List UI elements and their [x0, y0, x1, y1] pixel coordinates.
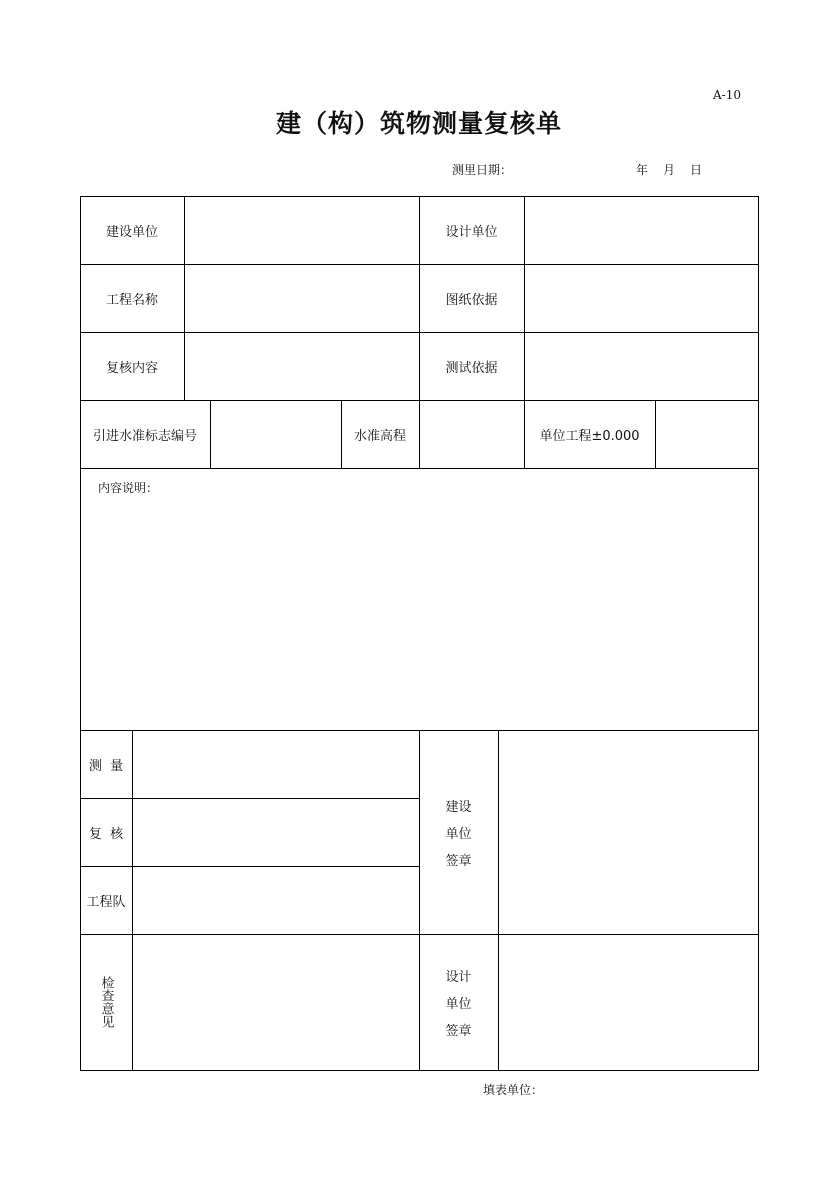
level-elevation-label: 水准高程	[353, 428, 406, 444]
engineering-team-label: 工程队	[86, 894, 126, 910]
owner-seal-label	[419, 730, 498, 934]
description-field[interactable]	[81, 500, 758, 729]
project-name-field[interactable]	[185, 265, 419, 332]
benchmark-number-field[interactable]	[211, 401, 341, 468]
owner-seal-line-2: 单位	[445, 826, 472, 842]
drawing-basis-label: 图纸依据	[445, 292, 498, 308]
owner-seal-line-1: 建设	[445, 799, 472, 815]
unit-zero-elevation-label: 单位工程±0.000	[539, 428, 640, 444]
page-title: 建（构）筑物测量复核单	[275, 109, 562, 138]
level-elevation-field[interactable]	[420, 401, 524, 468]
review-content-field[interactable]	[185, 333, 419, 400]
recheck-label: 复 核	[88, 826, 124, 842]
project-name-label: 工程名称	[105, 292, 158, 308]
date-year-label: 年	[636, 163, 649, 177]
owner-unit-label: 建设单位	[105, 224, 158, 240]
design-unit-label: 设计单位	[445, 224, 498, 240]
date-day-label: 日	[690, 163, 703, 177]
engineering-team-field[interactable]	[133, 867, 419, 934]
inspection-label-cell	[80, 934, 132, 1070]
owner-unit-field[interactable]	[185, 197, 419, 264]
inspection-opinion-label: 检查意见	[98, 976, 114, 1028]
document-code: A-10	[713, 88, 741, 102]
measure-date-label: 测里日期：	[452, 163, 513, 177]
design-unit-field[interactable]	[525, 197, 758, 264]
design-seal-label	[419, 934, 498, 1070]
test-basis-field[interactable]	[525, 333, 758, 400]
date-month-label: 月	[663, 163, 676, 177]
design-seal-line-3: 签章	[445, 1023, 472, 1039]
design-seal-line-1: 设计	[445, 969, 472, 985]
review-content-label: 复核内容	[105, 360, 158, 376]
recheck-signature-field[interactable]	[133, 799, 419, 866]
owner-seal-field[interactable]	[499, 731, 758, 934]
drawing-basis-field[interactable]	[525, 265, 758, 332]
description-label: 内容说明：	[98, 481, 159, 495]
benchmark-number-label: 引进水准标志编号	[92, 428, 197, 444]
test-basis-label: 测试依据	[445, 360, 498, 376]
survey-label: 测 量	[88, 758, 124, 774]
owner-seal-line-3: 签章	[445, 853, 472, 869]
fill-unit-label: 填表单位：	[483, 1083, 544, 1097]
survey-signature-field[interactable]	[133, 731, 419, 798]
design-seal-field[interactable]	[499, 935, 758, 1070]
inspection-opinion-field[interactable]	[133, 935, 419, 1070]
design-seal-line-2: 单位	[445, 996, 472, 1012]
unit-zero-elevation-field[interactable]	[656, 401, 758, 468]
